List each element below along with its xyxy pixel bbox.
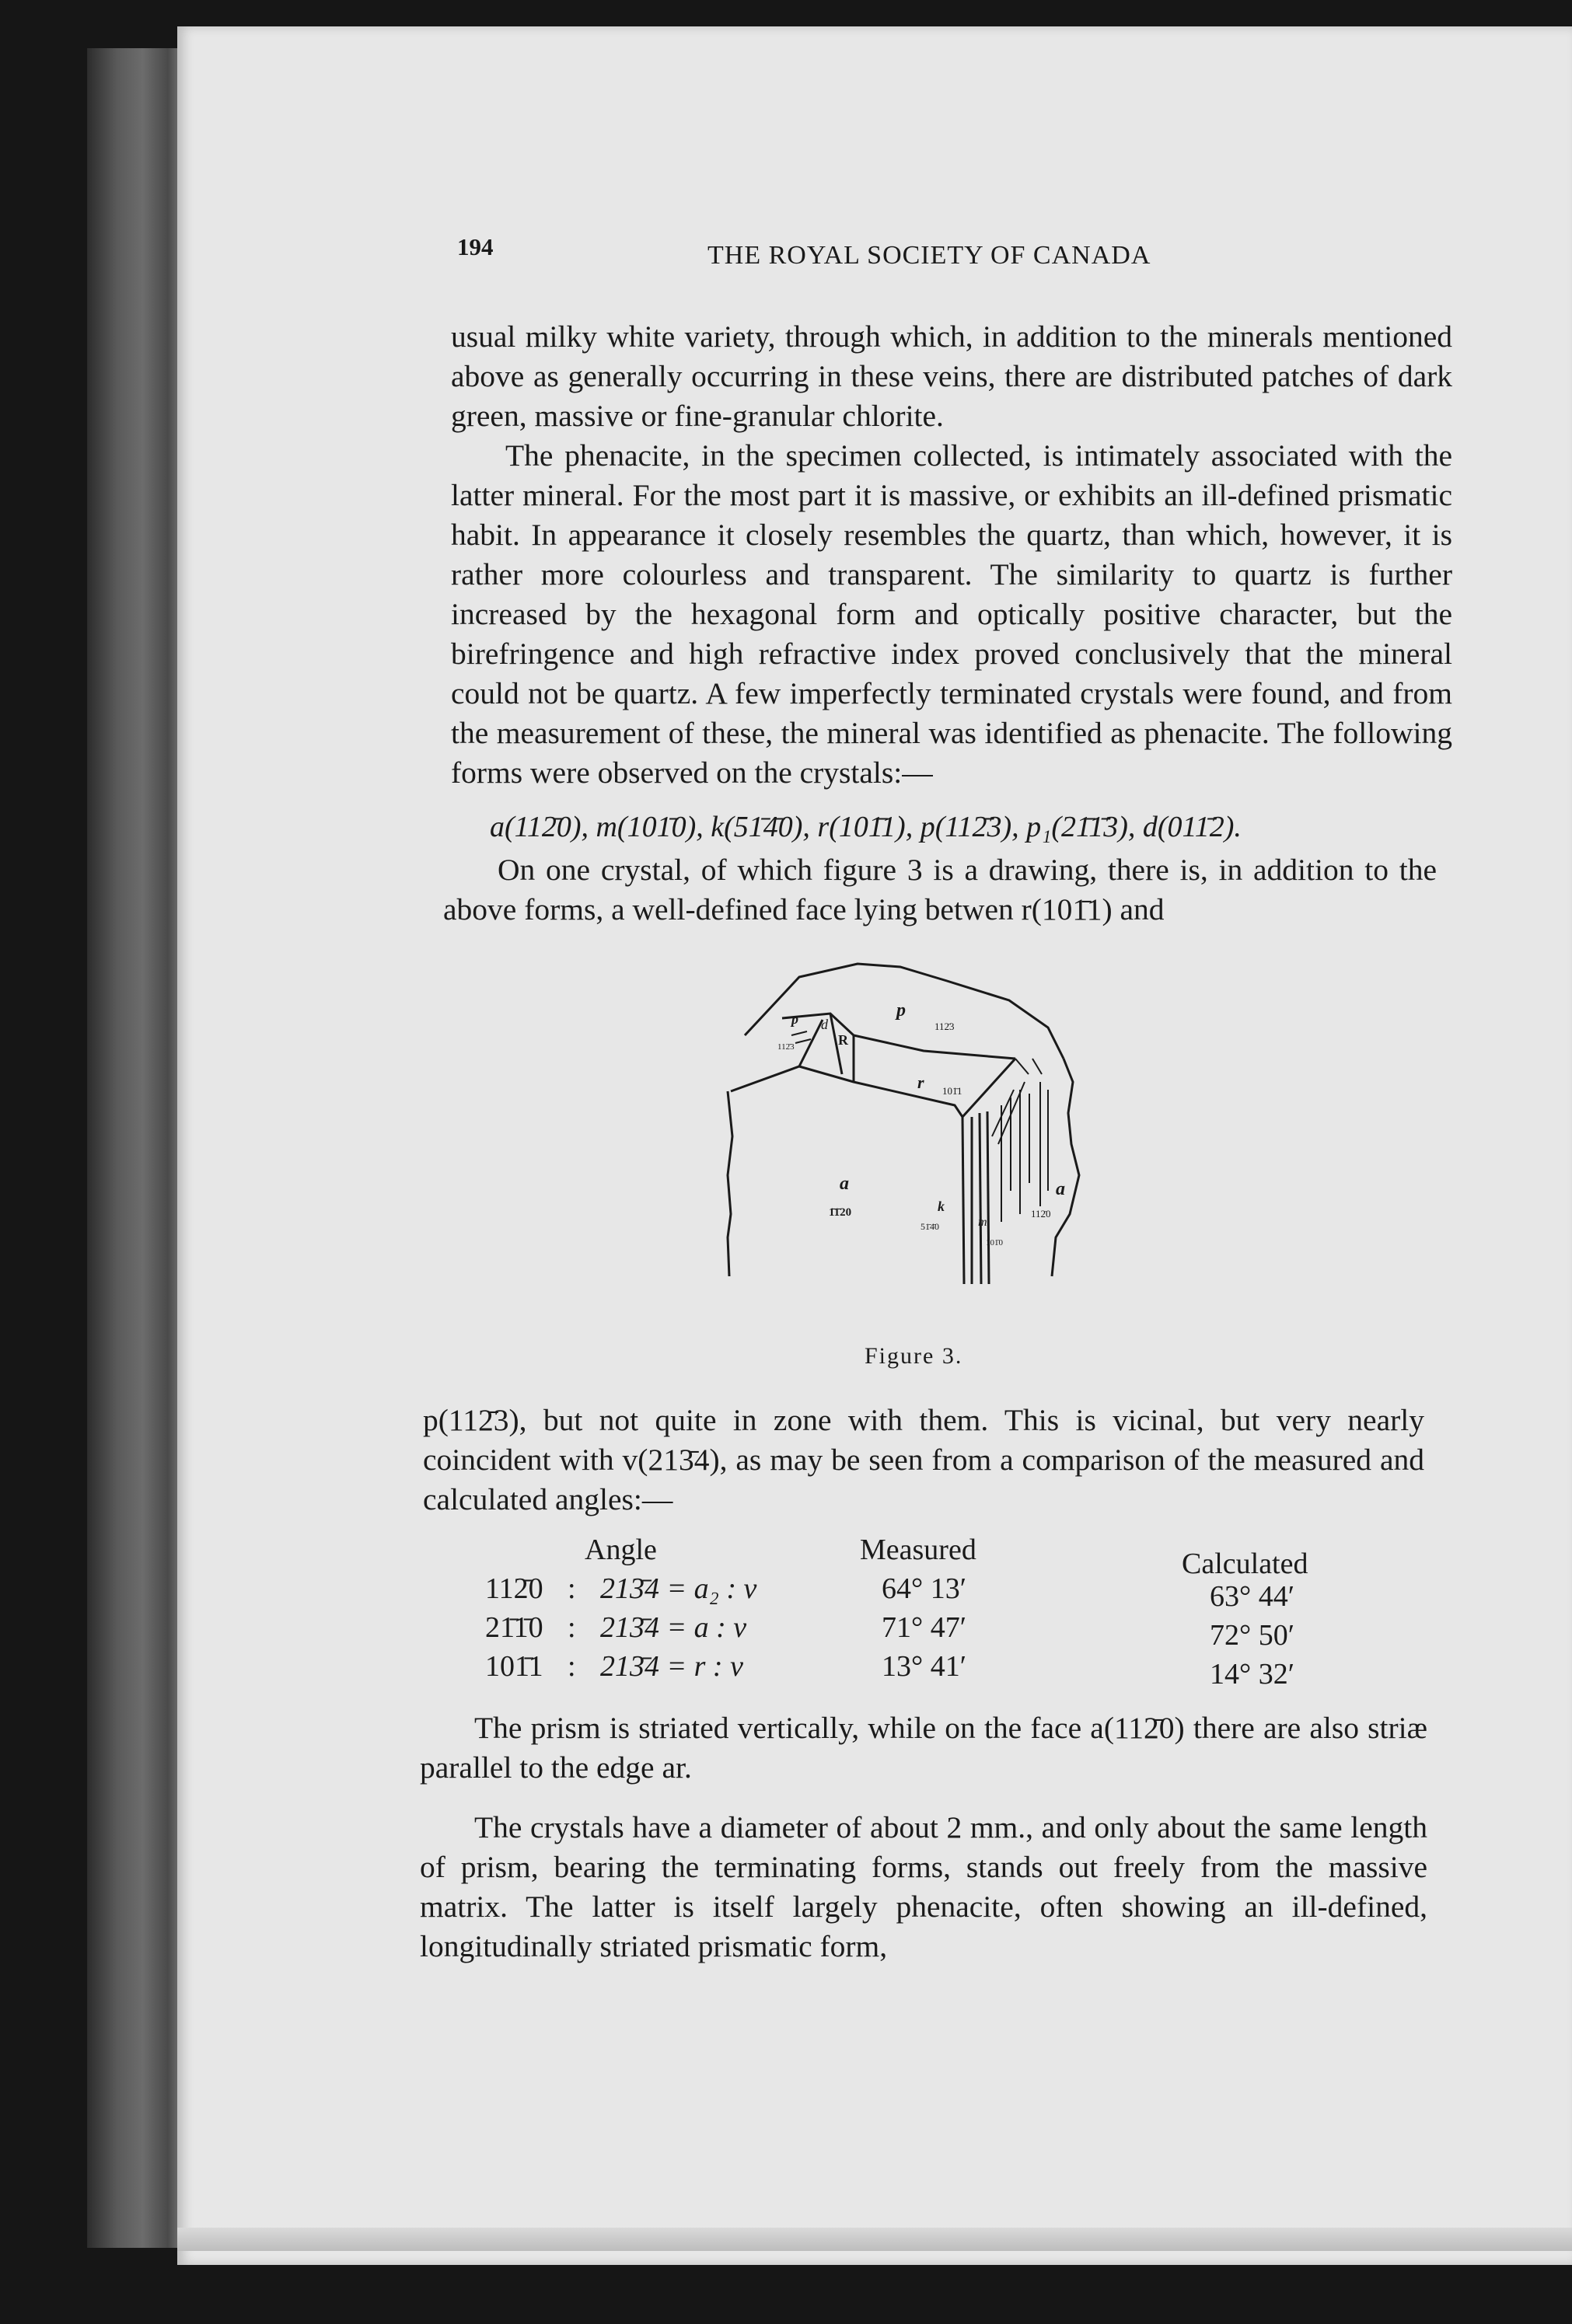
face-r-outline	[731, 1066, 962, 1117]
paragraph-1: usual milky white variety, through which, in addition to the minerals mentioned above as generally occurring in these veins, there are distributed patches of dark green, massive or fine-granular chlorite.	[451, 319, 1452, 433]
label-p-small: p	[791, 1011, 798, 1027]
label-a-right-index: 112̄0	[1031, 1208, 1051, 1220]
label-r: r	[917, 1073, 924, 1092]
label-r-index: 101̄1	[942, 1085, 962, 1097]
label-a-left: a	[840, 1174, 849, 1194]
label-R: R	[838, 1032, 848, 1048]
label-m: m	[978, 1216, 987, 1229]
row-separator: :	[568, 1650, 576, 1683]
label-a-right: a	[1056, 1179, 1065, 1199]
row-face: 21̄1̄0	[485, 1611, 543, 1644]
row-calculated: 14° 32′	[1210, 1658, 1295, 1691]
text-block-figure-intro	[443, 850, 1437, 930]
row-measured: 64° 13′	[882, 1572, 967, 1605]
label-p-top: p	[896, 1000, 906, 1021]
header-angle: Angle	[585, 1534, 657, 1566]
row-expression: 213̄4 = r : v	[600, 1650, 743, 1683]
row-calculated: 63° 44′	[1210, 1580, 1295, 1613]
crystal-forms-line: a(112̄0), m(101̄0), k(51̄4̄0), r(101̄1), p(112̄3), p₁(21̄1̄3), d(011̄2).	[490, 811, 1242, 843]
crystal-right-edge	[1052, 1059, 1079, 1276]
label-p-top-index: 112̄3	[934, 1021, 955, 1032]
prism-edge-4	[987, 1111, 989, 1284]
table-row	[482, 1649, 1431, 1691]
label-m-index: 101̄0	[986, 1238, 1003, 1247]
paragraph-3: On one crystal, of which figure 3 is a drawing, there is, in addition to the above forms, a well-defined face lying betwen r(101̄1) and	[443, 853, 1437, 926]
paragraph-5: The prism is striated vertically, while on the face a(112̄0) there are also striæ parallel to the edge ar.	[420, 1711, 1427, 1785]
figure-caption: Figure 3.	[865, 1343, 963, 1369]
book-gutter	[87, 48, 188, 2248]
page-edge	[177, 2228, 1572, 2251]
label-d: d	[821, 1017, 828, 1032]
crystal-drawing	[721, 958, 1151, 1315]
label-p-small-index: 112̄3	[777, 1042, 795, 1052]
text-block-bottom	[420, 1708, 1427, 1966]
table-row	[482, 1610, 1431, 1652]
paragraph-4: p(112̄3), but not quite in zone with them. This is vicinal, but very nearly coincident with v(213̄4), as may be seen from a comparison of the measured and calculated angles:—	[423, 1403, 1424, 1516]
label-a-left-index: 1̄1̄20	[829, 1206, 852, 1219]
crystal-left-edge	[728, 1091, 732, 1276]
paragraph-2: The phenacite, in the specimen collected, is intimately associated with the latter mineral. For the most part it is massive, or exhibits an ill-defined prismatic habit. In appearance it closely resembles the quartz, than which, however, it is rather more colourless and transparent. The similarity to quartz is further increased by the hexagonal form and optically positive character, but the birefringence and high refractive index proved conclusively that the mineral could not be quartz. A few imperfectly terminated crystals were found, and from the measurement of these, the mineral was identified as phenacite. The following forms were observed on the crystals:—	[451, 438, 1452, 790]
row-face: 101̄1	[485, 1650, 543, 1683]
paragraph-6: The crystals have a diameter of about 2 mm., and only about the same length of prism, bearing the terminating forms, stands out freely from the massive matrix. The latter is itself largely phenacite, often showing an ill-defined, longitudinally striated prismatic form,	[420, 1810, 1427, 1963]
running-title: THE ROYAL SOCIETY OF CANADA	[707, 241, 1151, 270]
header-calculated: Calculated	[1182, 1548, 1308, 1580]
table-row	[482, 1572, 1431, 1613]
row-measured: 13° 41′	[882, 1650, 967, 1683]
row-separator: :	[568, 1611, 576, 1644]
header-measured: Measured	[860, 1534, 976, 1566]
crystal-figure	[721, 958, 1151, 1315]
row-expression: 213̄4 = a : v	[600, 1611, 747, 1644]
text-block-after-figure	[423, 1401, 1424, 1520]
row-measured: 71° 47′	[882, 1611, 967, 1644]
label-k: k	[938, 1199, 945, 1214]
page-number: 194	[457, 233, 494, 260]
prism-edge-1	[962, 1117, 964, 1284]
row-calculated: 72° 50′	[1210, 1619, 1295, 1652]
label-k-index: 51̄4̄0	[920, 1221, 939, 1232]
row-face: 112̄0	[485, 1572, 543, 1605]
text-block-top	[451, 317, 1452, 793]
row-expression: 213̄4 = a₂ : v	[600, 1572, 757, 1605]
row-separator: :	[568, 1572, 576, 1605]
prism-edge-3	[980, 1113, 981, 1284]
running-head	[457, 233, 1468, 280]
